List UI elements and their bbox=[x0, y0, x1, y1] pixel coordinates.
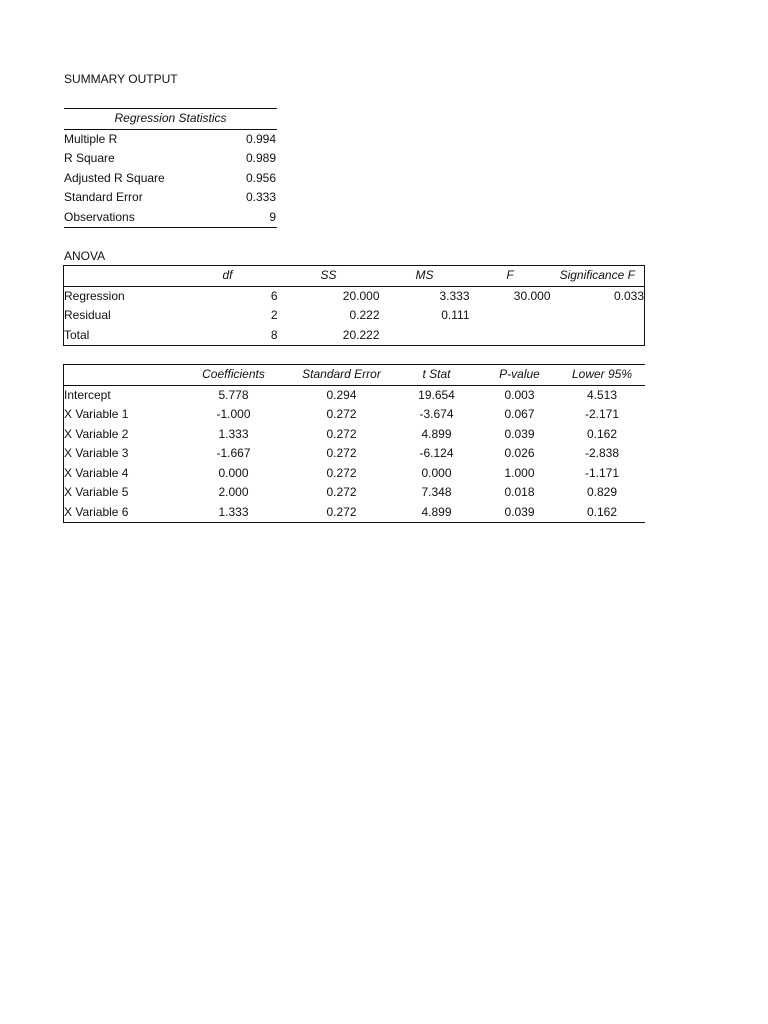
stat-value: 0.956 bbox=[245, 170, 277, 185]
table-cell: 20.222 bbox=[342, 327, 380, 342]
table-header-row bbox=[64, 266, 645, 287]
table-cell: 6 bbox=[270, 288, 278, 303]
row-label: X Variable 4 bbox=[64, 465, 129, 480]
table-cell: 0.026 bbox=[504, 446, 535, 460]
table-row bbox=[64, 326, 645, 346]
table-row bbox=[64, 503, 645, 523]
stat-label: Adjusted R Square bbox=[64, 170, 165, 185]
regression-statistics-table bbox=[64, 108, 277, 228]
table-cell: 1.333 bbox=[218, 426, 249, 441]
column-header bbox=[64, 365, 178, 386]
table-cell: -1.171 bbox=[584, 465, 620, 480]
stat-value: 0.333 bbox=[245, 190, 277, 204]
table-cell: -2.838 bbox=[584, 446, 620, 460]
column-header: P-value bbox=[480, 365, 560, 386]
anova-table bbox=[63, 265, 645, 346]
table-row bbox=[64, 169, 277, 189]
column-header: SS bbox=[278, 266, 380, 287]
table-row bbox=[64, 208, 277, 228]
table-cell bbox=[470, 306, 551, 326]
regression-statistics-header: Regression Statistics bbox=[64, 109, 277, 130]
table-row bbox=[64, 188, 277, 208]
table-cell: 4.513 bbox=[586, 387, 618, 402]
row-label: X Variable 2 bbox=[64, 426, 129, 441]
table-cell: -6.124 bbox=[419, 446, 454, 460]
stat-label: Multiple R bbox=[64, 131, 118, 146]
table-row bbox=[64, 464, 645, 484]
table-cell: 1.333 bbox=[218, 504, 249, 519]
table-cell bbox=[380, 326, 470, 346]
stat-label: Standard Error bbox=[64, 190, 143, 204]
stat-label: Observations bbox=[64, 209, 135, 224]
table-cell bbox=[470, 326, 551, 346]
table-cell: 0.272 bbox=[326, 485, 357, 499]
table-cell: 1.000 bbox=[504, 465, 535, 480]
stat-value: 0.994 bbox=[245, 131, 277, 146]
table-cell: 2.000 bbox=[218, 485, 249, 499]
column-header: df bbox=[178, 266, 278, 287]
row-label: X Variable 5 bbox=[64, 485, 129, 499]
table-cell: 2 bbox=[270, 308, 278, 322]
stat-label: R Square bbox=[64, 151, 115, 165]
row-label: X Variable 6 bbox=[64, 504, 129, 519]
table-cell: 0.162 bbox=[586, 426, 618, 441]
column-header: F bbox=[470, 266, 551, 287]
table-cell: 30.000 bbox=[513, 288, 551, 303]
table-cell: 4.899 bbox=[421, 426, 452, 441]
row-label: Residual bbox=[64, 308, 111, 322]
column-header: Standard Error bbox=[290, 365, 394, 386]
page-title: SUMMARY OUTPUT bbox=[64, 72, 178, 86]
table-row bbox=[64, 286, 645, 306]
table-row bbox=[64, 149, 277, 169]
table-cell: 0.222 bbox=[349, 308, 380, 322]
table-row bbox=[64, 306, 645, 326]
table-cell: -1.000 bbox=[216, 407, 251, 421]
table-cell: 0.067 bbox=[504, 407, 535, 421]
table-cell: 0.829 bbox=[586, 485, 618, 499]
row-label: X Variable 1 bbox=[64, 407, 129, 421]
table-row bbox=[64, 444, 645, 464]
table-cell: 19.654 bbox=[418, 387, 455, 402]
table-cell: 0.039 bbox=[504, 504, 535, 519]
column-header: Significance F bbox=[551, 266, 645, 287]
row-label: Regression bbox=[64, 288, 125, 303]
table-cell: 0.018 bbox=[504, 485, 535, 499]
table-cell: 0.162 bbox=[586, 504, 618, 519]
stat-value: 9 bbox=[269, 209, 277, 224]
table-cell: 5.778 bbox=[218, 387, 249, 402]
anova-label: ANOVA bbox=[64, 249, 106, 263]
row-label: Intercept bbox=[64, 387, 111, 402]
table-cell: -3.674 bbox=[419, 407, 454, 421]
table-cell: -1.667 bbox=[216, 446, 251, 460]
table-row bbox=[64, 385, 645, 405]
column-header: MS bbox=[380, 266, 470, 287]
table-cell: 8 bbox=[270, 327, 278, 342]
table-cell bbox=[551, 306, 645, 326]
column-header: Coefficients bbox=[178, 365, 290, 386]
column-header bbox=[64, 266, 178, 287]
table-cell: 7.348 bbox=[421, 485, 452, 499]
table-cell: 0.272 bbox=[326, 504, 357, 519]
table-cell: 0.033 bbox=[613, 288, 644, 303]
row-label: X Variable 3 bbox=[64, 446, 129, 460]
table-cell bbox=[551, 326, 645, 346]
coefficients-table bbox=[63, 364, 645, 523]
table-cell: 0.294 bbox=[326, 387, 357, 402]
table-header-row bbox=[64, 365, 645, 386]
column-header: t Stat bbox=[394, 365, 480, 386]
column-header: Lower 95% bbox=[560, 365, 645, 386]
table-cell: 0.272 bbox=[326, 407, 357, 421]
table-row bbox=[64, 129, 277, 149]
row-label: Total bbox=[64, 327, 90, 342]
table-cell: 0.000 bbox=[421, 465, 452, 480]
table-cell: 0.000 bbox=[218, 465, 249, 480]
table-row bbox=[64, 405, 645, 425]
table-cell: 0.272 bbox=[326, 446, 357, 460]
table-cell: 0.272 bbox=[326, 426, 357, 441]
table-row bbox=[64, 483, 645, 503]
stat-value: 0.989 bbox=[245, 151, 277, 165]
table-cell: 0.272 bbox=[326, 465, 357, 480]
table-cell: 0.003 bbox=[504, 387, 535, 402]
table-cell: -2.171 bbox=[584, 407, 620, 421]
table-cell: 4.899 bbox=[421, 504, 452, 519]
table-cell: 0.039 bbox=[504, 426, 535, 441]
table-cell: 0.111 bbox=[441, 308, 470, 322]
table-row bbox=[64, 425, 645, 445]
table-cell: 3.333 bbox=[439, 288, 470, 303]
table-cell: 20.000 bbox=[342, 288, 380, 303]
